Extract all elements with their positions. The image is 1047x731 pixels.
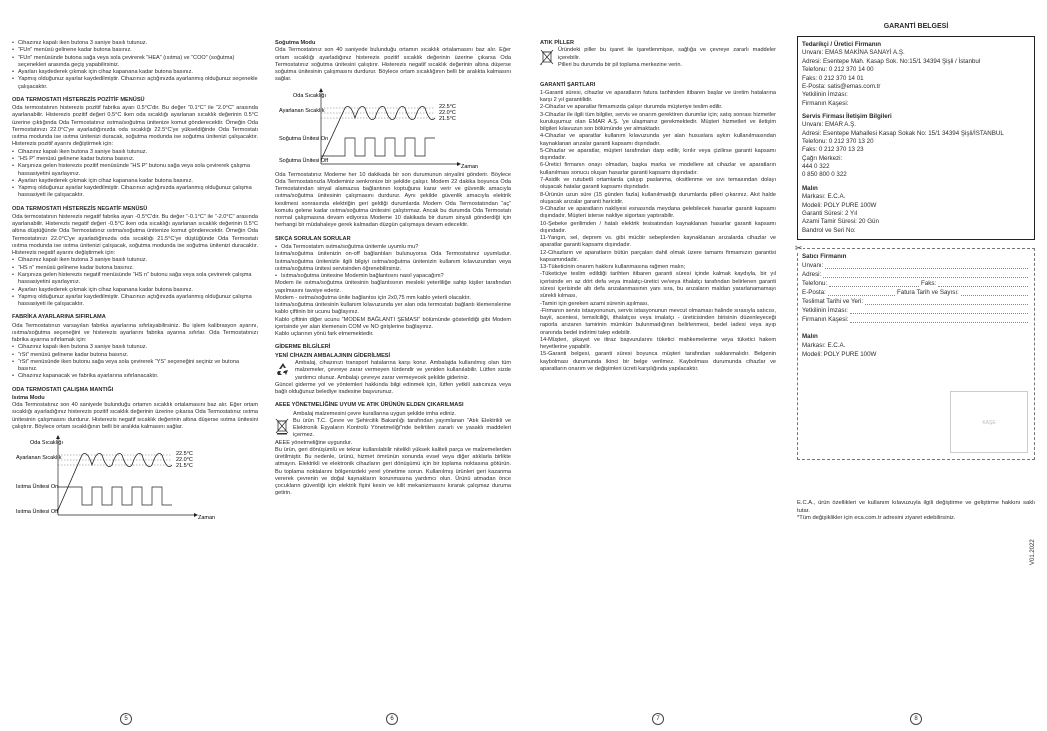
cooling-diagram-svg xyxy=(275,88,485,168)
aeee-text: Ambalaj malzemesini çevre kurallarına uygun şekilde imha ediniz. xyxy=(293,410,456,417)
list-item: 6-Üretici firmanın onayı olmadan, başka marka ve modellere ait cihazlar ve aparatların kullanılması sonucu oluşan hasarlar garanti kapsamı dışındadır. xyxy=(540,162,776,176)
list-item: • Cihazınız kapalı iken butona 3 saniye basılı tutunuz. xyxy=(12,344,258,351)
faq-question-2-list xyxy=(275,273,511,280)
list-item: • “HS P” menüsü gelinene kadar butona basınız. xyxy=(12,156,258,163)
warranty-certificate-title: GARANTİ BELGESİ xyxy=(883,23,949,30)
column-page-6 xyxy=(275,40,511,705)
product-heading: Malın xyxy=(802,184,818,192)
list-item: -Firmanın servis istasyonunun, servis istasyonunun mevcut olmaması halinde sırasıyla satıcısı, bayii, acentesi, temsilciliği, ithalatçısı veya imalatçı - üreticisinden birisinin düzenleyeceği raporla arızanın tamirinin mümkün bulunmadığının belirlenmesi, bedel iadesi veya ayıp oranında bedel indirimi talep edebilir. xyxy=(540,307,776,336)
rights-reserved-note: E.C.A., ürün özellikleri ve kullanım kılavuzuyla ilgili değiştirme ve geliştirme hakkını saklı tutar. xyxy=(797,499,1035,514)
temperature-curve xyxy=(58,454,172,511)
footer-notes xyxy=(797,500,1035,523)
hysteresis-negative-steps xyxy=(12,257,258,308)
aeee-text: Bu ürün T.C. Çevre ve Şehircilik Bakanlığı tarafından yayımlanan “Atık Elektrikli ve Elektronik Eşyaların Kontrolü Yönetmeliği”nde belirtilen zararlı ve yasaklı maddeleri içermez. xyxy=(293,417,511,439)
supplier-fax: Faks: 0 212 370 14 01 xyxy=(802,74,864,82)
unit-on-label: Isıtma Ünitesi On xyxy=(16,484,59,491)
service-fax: Faks: 0 212 370 13 23 xyxy=(802,146,864,154)
faq-question-1-list xyxy=(275,244,511,251)
list-item: 5-Cihazlar ve aparatlar, müşteri tarafından darp edilir, kırılır veya çizilirse garanti kapsamı dışındadır. xyxy=(540,147,776,162)
unit-state-line xyxy=(321,138,435,156)
website-note: *Tüm değişiklikler için eca.com.tr adresini ziyaret edebilirsiniz. xyxy=(797,515,956,522)
warranty-period: Garanti Süresi: 2 Yıl xyxy=(802,209,858,217)
list-item: • Pilleri bu durumda bir pil toplama merkezine verin. xyxy=(540,62,776,69)
temp-set-label: 22.0°C xyxy=(439,109,456,116)
hysteresis-positive-steps xyxy=(12,149,258,200)
y-axis-arrow xyxy=(56,435,60,439)
unit-state-line xyxy=(58,487,172,505)
supplier-heading: Tedarikçi / Üretici Firmanın xyxy=(802,41,881,49)
supplier-signature: Yetkilinin İmzası: xyxy=(802,91,848,99)
list-item: 13-Tüketicinin onarım hakkını kullanmasına rağmen malın; xyxy=(540,264,686,271)
faq-answer: Isıtma/soğutma ünitenizin on-off bağlantıları bulunuyorsa Oda Termostatınız uyumludur. Isıtma/soğutma ünitenizle ilgili bilgiyi ısıtma/soğutma ünitenizin kullanım kılavuzundan veya ısıtma/soğutma ünitesi servisinden öğrenebilirsiniz. xyxy=(275,251,511,272)
working-logic-heading: ODA TERMOSTATI ÇALIŞMA MANTIĞI xyxy=(12,386,114,393)
aeee-text: AEEE yönetmeliğine uygundur. xyxy=(275,439,353,446)
seller-signature-label: Yetkilinin İmzası: xyxy=(802,306,848,314)
heating-diagram-svg xyxy=(12,435,222,520)
heating-mode-text: Oda Termostatınız son 40 saniyede bulunduğu ortamın sıcaklık ortalamasını baz alır. Eğer ortam sıcaklığı ayarladığınız histerezis pozitif sıcaklık değerinin üzerine çıkarsa Oda Termostatınız ısıtma ünitesinin çalışmasını durdurur. Histerezis negatif sıcaklık değerinin altına düşerse ısıtma ünitesini çalıştırır. Böylece ortam sıcaklığının belli bir aralıkta kalmasını sağlar. xyxy=(12,402,258,431)
list-item: • Cihazınız kapalı iken butona 3 saniye basılı tutunuz. xyxy=(12,149,258,156)
list-item: 1-Garanti süresi, cihazlar ve aparatların fatura tarihinden itibaren başlar ve üretim hatalarına karşı 2 yıl garantilidir. xyxy=(540,89,776,104)
delivery-label: Teslimat Tarihi ve Yeri: xyxy=(802,297,864,305)
seller-signature-row xyxy=(802,307,1030,316)
heating-mode-diagram xyxy=(12,435,258,520)
seller-address-row xyxy=(802,271,1030,280)
hysteresis-positive-text: Oda termostatının histerezis pozitif fabrika ayarı 0.5°C'dir. Bu değer “0.1°C” ile “2.0°C” arasında ayarlanabilir. Histerezis pozitif değeri 0.5°C iken oda sıcaklığı ayarlanan sıcaklık değerinin 0.5°C üzerine çıktığında Oda Termostatınız ısıtma/soğutma ünitenize komut gönderecektir. Örneğin Oda Termostatınızı 22.0°C'ye ayarladığınızda oda sıcaklığı 22.5°C'ye yükseldiğinde Oda Termostatı ısıtma modunda ise ısıtma ünitenizi duracak, soğutma modunda ise soğutma ünitenizi çalışacaktır. Histerezis pozitif ayarını değiştirmek için: xyxy=(12,105,258,148)
stamp-area[interactable]: KAŞE xyxy=(950,391,1028,453)
batteries-text: Üründeki piller bu işaret ile işaretlenmişse, sağlığa ve çevreye zararlı maddeler içerebilir. xyxy=(558,47,776,61)
cooling-mode-text: Oda Termostatınız son 40 saniyede bulunduğu ortamın sıcaklık ortalamasını baz alır. Eğer ortam sıcaklığı ayarladığınız histerezis pozitif sıcaklık değerinin üzerine çıkarsa Oda Termostatınız soğutma ünitesini çalıştırır. Histerezis negatif sıcaklık değerinin altına düşerse soğutma ünitesinin çalışmasını durdurur. Böylece ortam sıcaklığının belli bir aralıkta kalmasını sağlar. xyxy=(275,47,511,83)
faq-answer: Modem ile ısıtma/soğutma ünitesinin bağlantısının mesleki yeterliliğe sahip kişiler tarafından yapılmasını tavsiye ederiz. xyxy=(275,280,511,294)
delivery-row xyxy=(802,298,1030,307)
crossed-bin-icon xyxy=(275,417,289,438)
fill-line[interactable] xyxy=(829,280,919,287)
packaging-disposal-subheading: YENİ CİHAZIN AMBALAJININ GİDERİLMESİ xyxy=(275,352,391,359)
hysteresis-negative-text: Oda termostatının histerezis negatif fabrika ayarı -0.5°C'dir. Bu değer “-0.1°C” ile “-2.0°C” arasında ayarlanabilir. Histerezis negatif değeri -0.5°C iken oda sıcaklığı ayarlanan sıcaklık değerinin 0.5°C altına düştüğünde Oda Termostatınız ısıtma/soğutma ünitenize komut gönderecektir. Örneğin Oda Termostatınızı 22.0°C'ye ayarladığınızda oda sıcaklığı 21.5°C'ye düştüğünde Oda Termostatı ısıtma modunda ise ısıtma ünitenizi çalışacak, soğutma modunda ise soğutma ünitenizi duracaktır. Histerezis negatif ayarını değiştirmek için: xyxy=(12,213,258,257)
list-item: 4-Cihazlar ve aparatlar kullanım kılavuzunda yer alan hususlara aykırı kullanılmasından kaynaklanan arızalar garanti kapsamı dışındadır. xyxy=(540,133,776,147)
factory-reset-text: Oda Termostatınızı varsayılan fabrika ayarlarına sıfırlayabilirsiniz. Bu işlem kalibrasyon ayarını, ısıtma/soğutma seçeneğini ve histerezis ayarlarını fabrika ayarına sıfırlar. Oda Termostatınızı fabrika ayarına sıfırlamak için: xyxy=(12,322,258,344)
aeee-text: Bu ürün, geri dönüşümlü ve tekrar kullanılabilir nitelikli yüksek kaliteli parça ve malzemelerden üretilmiştir. Bu nedenle, ürünü, hizmet ömrünün sonunda evsel veya diğer atıklarla birlikte atmayın. Elektrikli ve elektronik cihazların geri dönüşümü için bir toplama noktasına götürün. Bu toplama noktalarını bölgenizdeki yerel yönetime sorun. Kullanılmış ürünleri geri kazanma vererek çevrenin ve doğal kaynakların korunmasına yardımcı olun. Ürünü atmadan önce çocukların güvenliği için elektrik fişini kesin ve kilit mekanizmasını kırarak çalışmaz duruma getirin. xyxy=(275,446,511,497)
page-number: 7 xyxy=(652,713,664,725)
supplier-info-box xyxy=(797,36,1035,240)
seller-product-brand: Markası: E.C.A. xyxy=(802,341,846,349)
unit-off-label: Soğutma Ünitesi Off xyxy=(279,157,329,164)
product-brand: Markası: E.C.A. xyxy=(802,193,846,201)
list-item: 10-Şebeke gerilimden / hatalı elektrik tesisatından kaynaklanan hasarlar garanti kapsamı dışındadır. xyxy=(540,220,776,234)
seller-stamp-row xyxy=(802,316,1030,325)
faq-heading: SIKÇA SORULAN SORULAR xyxy=(275,235,351,242)
supplier-name: Unvanı: EMAS MAKİNA SANAYİ A.Ş. xyxy=(802,49,905,57)
faq-question: • Oda Termostatım ısıtma/soğutma ünitemle uyumlu mu? xyxy=(275,244,511,251)
page-number: 5 xyxy=(120,713,132,725)
list-item: • Ayarları kaydederek çıkmak için cihaz kapanana kadar butona basınız. xyxy=(12,178,258,185)
product-model: Modeli: POLY PURE 100W xyxy=(802,201,877,209)
packaging-text-2: Güncel giderme yol ve yöntemleri hakkında bilgi edinmek için, lütfen yetkili satıcınıza veya bağlı olduğunuz belediye iradesine başvurunuz. xyxy=(275,381,511,396)
fun-menu-steps xyxy=(12,40,258,91)
temp-set-label: 22.0°C xyxy=(176,457,193,464)
list-item: -Tamiri için gereken azami sürenin aşılması, xyxy=(540,300,649,307)
serial-number: Bandrol ve Seri No: xyxy=(802,226,856,234)
service-address: Adresi: Esentepe Mahallesi Kasap Sokak No: 15/1 34394 Şişli/İSTANBUL xyxy=(802,129,1004,137)
fill-line[interactable] xyxy=(825,262,1028,269)
seller-name-label: Unvanı: xyxy=(802,261,824,269)
fill-line[interactable] xyxy=(865,298,1028,305)
list-item: • “FUn” menüsü gelinene kadar butona basınız. xyxy=(12,47,258,54)
factory-reset-heading: FABRİKA AYARLARINA SIFIRLAMA xyxy=(12,314,106,321)
fill-line[interactable] xyxy=(938,280,1028,287)
fill-line[interactable] xyxy=(961,289,1028,296)
x-axis-label: Zaman xyxy=(461,163,479,170)
seller-product-heading: Malın xyxy=(802,332,818,340)
seller-cutout-form xyxy=(795,243,1035,460)
call-center-number: 0 850 800 0 322 xyxy=(802,171,847,179)
list-item: • “FUn” menüsünde butona sağa veya sola çevirerek “HEA” (ısıtma) ve “COO” (soğutma) seçenekleri arasında geçiş yapabilirsiniz. xyxy=(12,55,258,70)
recycle-icon xyxy=(275,361,291,380)
service-heading: Servis Firması İletişim Bilgileri xyxy=(802,112,892,120)
heating-mode-subheading: Isıtma Modu xyxy=(12,394,45,401)
scissors-icon: ✂ xyxy=(795,243,803,253)
list-item: • “rSt” menüsü gelinene kadar butona basınız. xyxy=(12,352,258,359)
seller-phone-row xyxy=(802,280,1030,289)
y-top-label: Oda Sıcaklığı xyxy=(30,440,64,447)
x-axis-label: Zaman xyxy=(198,515,216,522)
column-page-8 xyxy=(797,22,1035,702)
temp-high-label: 22.5°C xyxy=(439,103,456,110)
seller-fax-label: Faks: xyxy=(921,279,937,287)
seller-address-label: Adresi: xyxy=(802,270,822,278)
list-item: -Tüketiciye teslim edildiği tarihten itibaren garanti süresi içinde kalmak kaydıyla, bir yıl içerisinde en az dört defa veya imalatçı-üretici ve/veya ithalatçı tarafından belirlenen garanti süresi içerisinde altı defa arızalanmasının yanı sıra, bu arızaların maldan yararlanamamayı sürekli kılması, xyxy=(540,271,776,300)
batteries-list xyxy=(540,62,776,69)
seller-email-row xyxy=(802,289,1030,298)
list-item: • Cihazınız kapalı iken butona 3 saniye basılı tutunuz. xyxy=(12,40,258,47)
fill-line[interactable] xyxy=(828,289,895,296)
list-item: • Yapmış olduğunuz ayarlar kaydedilmiştir. Cihazınızı açtığınızda ayarlanmış olduğunuz çalışma hassasiyeti ile çalışacaktır. xyxy=(12,185,258,200)
supplier-address: Adresi: Esentepe Mah. Kasap Sok. No:15/1 34394 Şişli / İstanbul xyxy=(802,57,981,65)
list-item: • Cihazınız kapalı iken butona 3 saniye basılı tutunuz. xyxy=(12,257,258,264)
cooling-mode-diagram xyxy=(275,88,511,168)
column-page-5 xyxy=(12,40,258,705)
temp-high-label: 22.5°C xyxy=(176,451,193,458)
seller-stamp-label: Firmanın Kaşesi: xyxy=(802,315,849,323)
seller-email-label: E-Posta: xyxy=(802,288,826,296)
waste-batteries-heading: ATIK PİLLER xyxy=(540,40,575,46)
supplier-stamp: Firmanın Kaşesi: xyxy=(802,99,849,107)
unit-on-label: Soğutma Ünitesi On xyxy=(279,135,329,142)
temp-low-label: 21.5°C xyxy=(439,115,456,122)
list-item: • “rSt” menüsünde iken butonu sağa veya sola çevirerek “YS” seçeneğini seçiniz ve butona basınız. xyxy=(12,359,258,374)
supplier-email: E-Posta: satis@emas.com.tr xyxy=(802,82,881,90)
list-item: • Yapmış olduğunuz ayarlar kaydedilmiştir. Cihazınızı açtığınızda ayarlanmış olduğunuz seçenekle çalışacaktır. xyxy=(12,76,258,91)
unit-off-label: Isıtma Ünitesi Off xyxy=(16,509,59,516)
list-item: 3-Cihazlar ile ilgili tüm bilgiler, servis ve onarım gerektiren durumlar için; satış sonrası hizmetler kuruluşumuz olan EMAR A.Ş. 'ye ulaşmanız gerekmektedir. Müşteri hizmetleri ve iletişim bilgileri kılavuzun son bölümünde yer almaktadır. xyxy=(540,111,776,133)
faq-question: • Isıtma/soğutma ünitesine Modemin bağlantısını nasıl yapacağım? xyxy=(275,273,511,280)
call-center-label: Çağrı Merkezi: xyxy=(802,154,843,162)
hysteresis-negative-heading: ODA TERMOSTATI HİSTEREZİS NEGATİF MENÜSÜ xyxy=(12,205,148,212)
seller-name-row xyxy=(802,262,1030,271)
factory-reset-steps xyxy=(12,344,258,380)
page-number: 6 xyxy=(386,713,398,725)
seller-heading: Satıcı Firmanın xyxy=(802,253,847,260)
fill-line[interactable] xyxy=(823,271,1028,278)
list-item: 15-Garanti belgesi, garanti süresi boyunca müşteri tarafından saklanmalıdır. Belgenin kaybolması durumunda ikinci bir belge verilmez. Kaybolması durumunda cihazlar ve aparatların onarım ve değişimleri ücreti karşılığında yapılacaktır. xyxy=(540,351,776,372)
list-item: • Yapmış olduğunuz ayarlar kaydedilmiştir. Cihazınızı açtığınızda ayarlanmış olduğunuz çalışma hassasiyeti ile çalışacaktır. xyxy=(12,294,258,309)
faq-answer: Modem - ısıtma/soğutma ünite bağlantısı için 2x0,75 mm kablo yeterli olacaktır. xyxy=(275,294,471,301)
aeee-heading: AEEE YÖNETMELİĞİNE UYUM VE ATIK ÜRÜNÜN ELDEN ÇIKARILMASI xyxy=(275,402,464,409)
temp-low-label: 21.5°C xyxy=(176,463,193,470)
max-repair-time: Azami Tamir Süresi: 20 Gün xyxy=(802,218,879,226)
service-name: Unvanı: EMAR A.Ş. xyxy=(802,121,856,129)
list-item: • Karşınıza gelen histerezis negatif menüsünde “HS n” butonu sağa veya sola çevirerek çalışma hassasiyetini ayarlayınız. xyxy=(12,272,258,287)
modem-sync-text: Oda Termostatınız Modeme her 10 dakikada bir son durumunun sinyalini gönderir. Böylece Oda Termostatınızla Modeminiz senkronize bir şekilde çalışır. Modem 22 dakika boyunca Oda Termostatından sinyal alamazsa bağlantının koptuğuna karar verir ve güvenlik amacıyla ısıtma/soğutma ünitesinin çalışmasını durdurur. Aynı şekilde güvenlik amacıyla elektrik kesilmesi sonrasında elektriğin geri geldiği durumlarda Modem Oda Termostatından “aç” komutu gelene kadar ısıtma/soğutma ünitesini çalıştırmaz. Ancak bu durumda Oda Termostatı normal çalışmasına devam ediyorsa Modeme 10 dakikada bir durum sinyali gönderdiği için herhangi bir müdahaleye gerek kalmadan düzgün çalışmaya devam edecektir. xyxy=(275,171,511,229)
list-item: • Ayarları kaydederek çıkmak için cihaz kapanana kadar butona basınız. xyxy=(12,287,258,294)
y-mid-label: Ayarlanan Sıcaklık xyxy=(279,107,325,114)
version-code: V01.2022 xyxy=(1030,539,1036,565)
packaging-text: Ambalaj, cihazınızı transport hatalarına karşı korur. Ambalajda kullanılmış olan tüm malzemeler, çevreye zarar vermeyen türdendir ve yeniden kullanılabilir. Lütfen sizde yardımcı olunuz. Ambalajı çevreye zarar vermeyecek şekilde gideriniz. xyxy=(295,359,511,381)
cooling-mode-heading: Soğutma Modu xyxy=(275,40,316,46)
warranty-terms-heading: GARANTİ ŞARTLARI xyxy=(540,81,596,88)
list-item: 11-Yangın, sel, deprem vs. gibi mücbir sebeplerden kaynaklanan arızalarda cihazlar ve aparatlar garanti kapsamı dışındadır. xyxy=(540,235,776,249)
call-center-number: 444 0 322 xyxy=(802,163,830,171)
faq-answer: Kablo çiftinin diğer ucunu “MODEM BAĞLANTI ŞEMASI” bölümünde gösterildiği gibi Modem içerisinde yer alan klemensin COM ve NO girişlerine bağlayınız. xyxy=(275,316,511,330)
list-item: 12-Cihazların ve aparatların bütün parçaları dahil olmak üzere tamamı firmamızın garantisi kapsamındadır. xyxy=(540,249,776,263)
list-item: • “HS n” menüsü gelinene kadar butona basınız. xyxy=(12,265,258,272)
seller-phone-label: Telefonu: xyxy=(802,279,828,287)
fill-line[interactable] xyxy=(850,307,1028,314)
disposal-heading: GİDERME BİLGİLERİ xyxy=(275,344,331,351)
service-phone: Telefonu: 0 212 370 13 20 xyxy=(802,138,874,146)
faq-answer: Isıtma/soğutma ünitesinin kullanım kılavuzunda yer alan oda termostatı bağlantı klemenslerine kablo çiftinin bir ucunu bağlayınız. xyxy=(275,302,511,316)
list-item: 8-Ürünün uzun süre (15 günden fazla) kullanılmadığı durumlarda pilleri çıkarınız. Akıt halde oluşacak arızalar garanti haricidir. xyxy=(540,191,776,205)
warranty-terms-list xyxy=(540,90,776,373)
list-item: • Cihazınız kapanacak ve fabrika ayarlarına sıfırlanacaktır. xyxy=(12,373,258,380)
seller-product-model: Modeli: POLY PURE 100W xyxy=(802,350,877,358)
list-item: 14-Müşteri, şikayet ve itiraz başvurularını tüketici mahkemelerine veya tüketici hakem heyetlerine yapabilir. xyxy=(540,336,776,351)
list-item: 2-Cihazlar ve aparatlar firmamızda çalışır durumda müşteriye teslim edilir. xyxy=(540,104,723,111)
hysteresis-positive-heading: ODA TERMOSTATI HİSTEREZİS POZİTİF MENÜSÜ xyxy=(12,96,145,103)
supplier-phone: Telefonu: 0 212 370 14 00 xyxy=(802,66,874,74)
invoice-label: Fatura Tarih ve Sayısı: xyxy=(896,288,959,296)
y-axis-arrow xyxy=(319,88,323,92)
faq-answer: Kablo uçlarının yönü fark etmemektedir. xyxy=(275,331,374,338)
fill-line[interactable] xyxy=(850,316,1028,323)
y-top-label: Oda Sıcaklığı xyxy=(293,92,327,99)
list-item: • Karşınıza gelen histerezis pozitif menüsünde “HS P” butonu sağa veya sola çevirerek çalışma hassasiyetini ayarlayınız. xyxy=(12,163,258,178)
y-mid-label: Ayarlanan Sıcaklık xyxy=(16,455,62,462)
page-number: 8 xyxy=(910,713,922,725)
column-page-7 xyxy=(540,40,776,705)
list-item: 9-Cihazlar ve aparatların nakliyesi esnasında meydana gelebilecek hasarlar garanti kapsamı dışındadır. Müşteri isterse nakliye sigortası yaptırabilir. xyxy=(540,206,776,220)
list-item: • Ayarları kaydederek çıkmak için cihaz kapanana kadar butona basınız. xyxy=(12,69,258,76)
list-item: 7-Asidik ve rutubetli ortamlarda çalışıp paslanma, oksitlenme ve sıvı temasından dolayı oluşacak hatalar garanti kapsamı dışındadır. xyxy=(540,176,776,191)
temperature-curve xyxy=(321,106,435,160)
